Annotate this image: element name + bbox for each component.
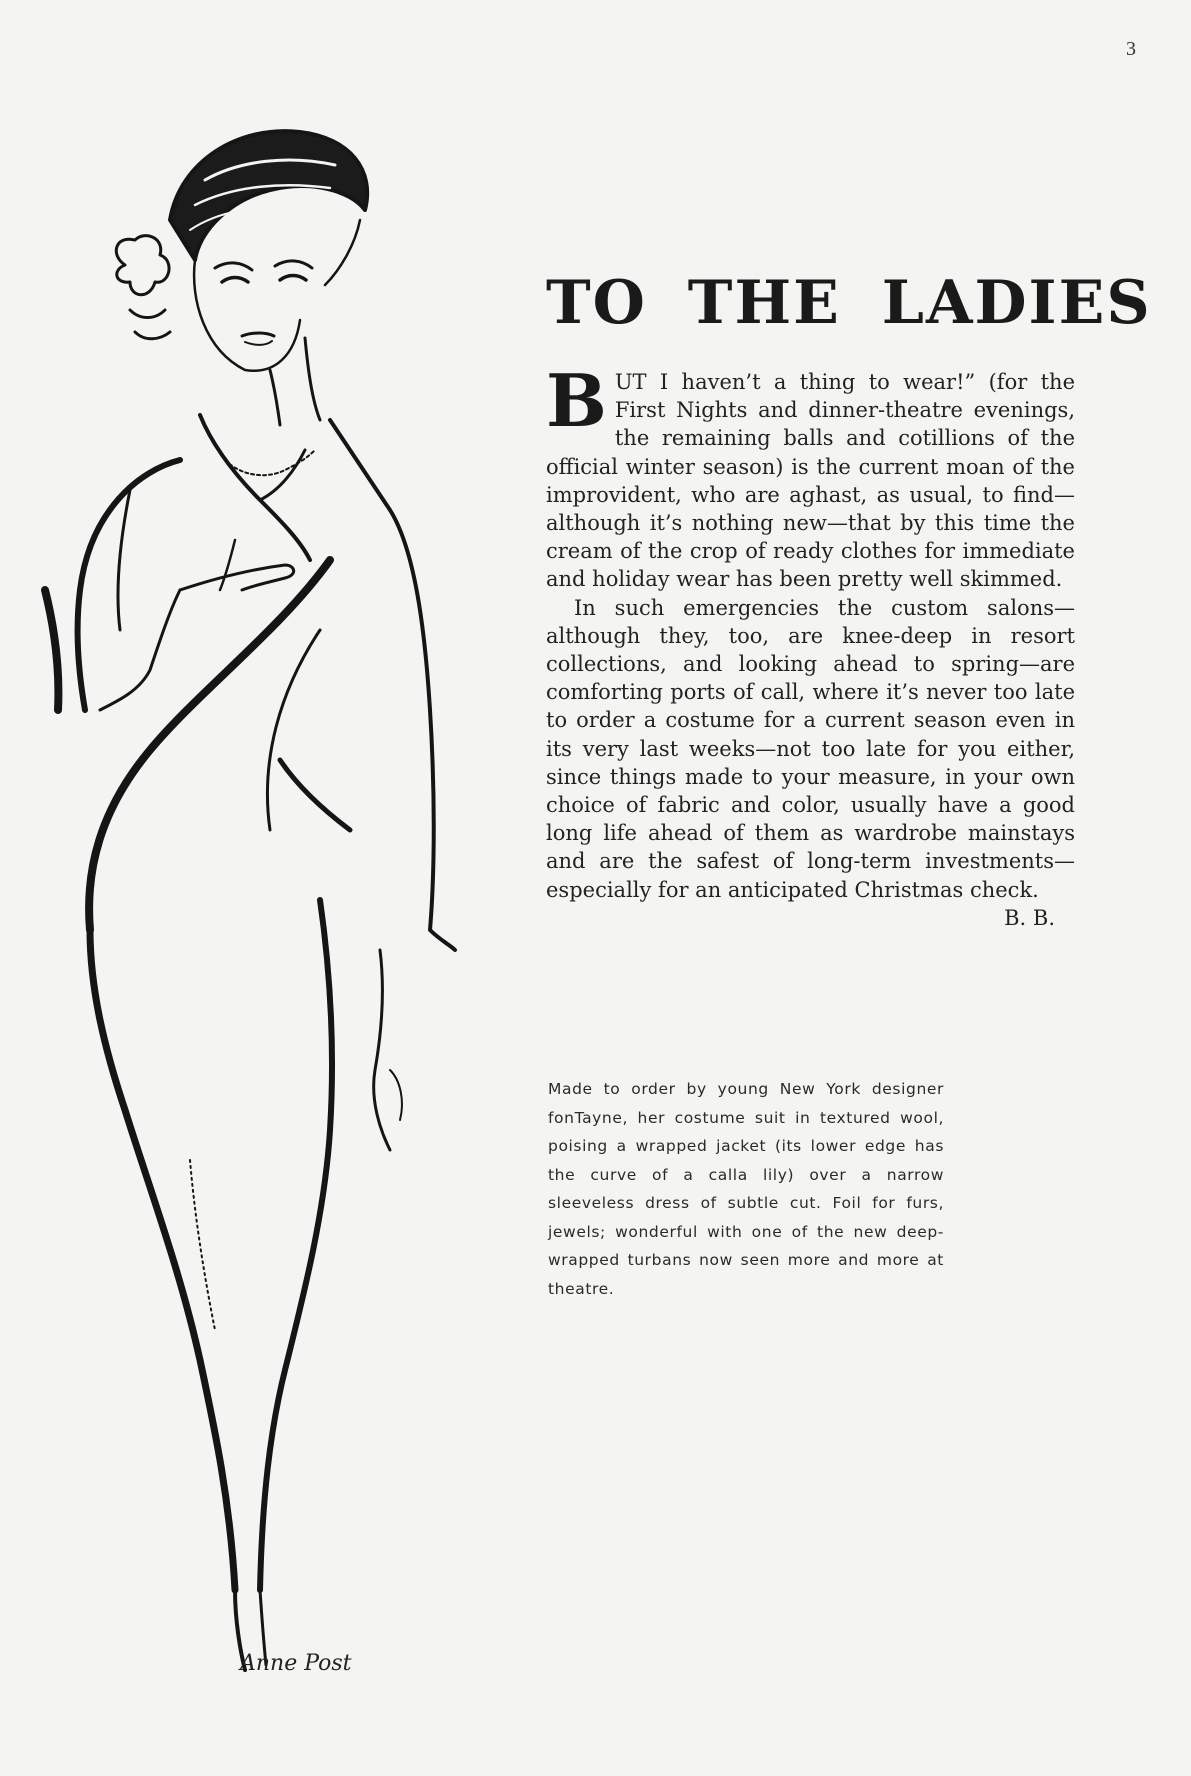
artist-signature: Anne Post: [240, 1651, 352, 1676]
article-paragraph-1: [546, 358, 1075, 594]
article-paragraph-2: [546, 594, 1075, 930]
author-signature: B. B.: [1004, 905, 1055, 930]
paragraph-1-text: UT I haven’t a thing to wear!” (for the First Nights and dinner-theatre evenings, the remaining balls and cotillions of the official winter season) is the current moan of the improvident, who are aghast, as usual, to find—although it’s nothing new—that by this time the cream of the crop of ready clothes for immediate and holiday wear has been pretty well skimmed.: [546, 370, 1075, 592]
article-title: TO THE LADIES: [546, 268, 1152, 338]
drop-cap: B: [546, 358, 607, 443]
fashion-illustration: [30, 70, 500, 1690]
fashion-sketch-image: [30, 70, 500, 1690]
page-number: 3: [1126, 38, 1136, 60]
article-body: [546, 358, 1075, 932]
paragraph-2-text: In such emergencies the custom salons—although they, too, are knee-deep in resort collections, and looking ahead to spring—are comforting ports of call, where it’s never too late to order a costume for a current season even in its very last weeks—not too late for you either, since things made to your measure, in your own choice of fabric and color, usually have a good long life ahead of them as wardrobe mainstays and are the safest of long-term investments—especially for an anticipated Christmas check.: [546, 595, 1075, 902]
illustration-caption: Made to order by young New York designer fonTayne, her costume suit in textured wool, poising a wrapped jacket (its lower edge has the curve of a calla lily) over a narrow sleeveless dress of subtle cut. Foil for furs, jewels; wonderful with one of the new deep-wrapped turbans now seen more and more at theatre.: [548, 1080, 944, 1298]
